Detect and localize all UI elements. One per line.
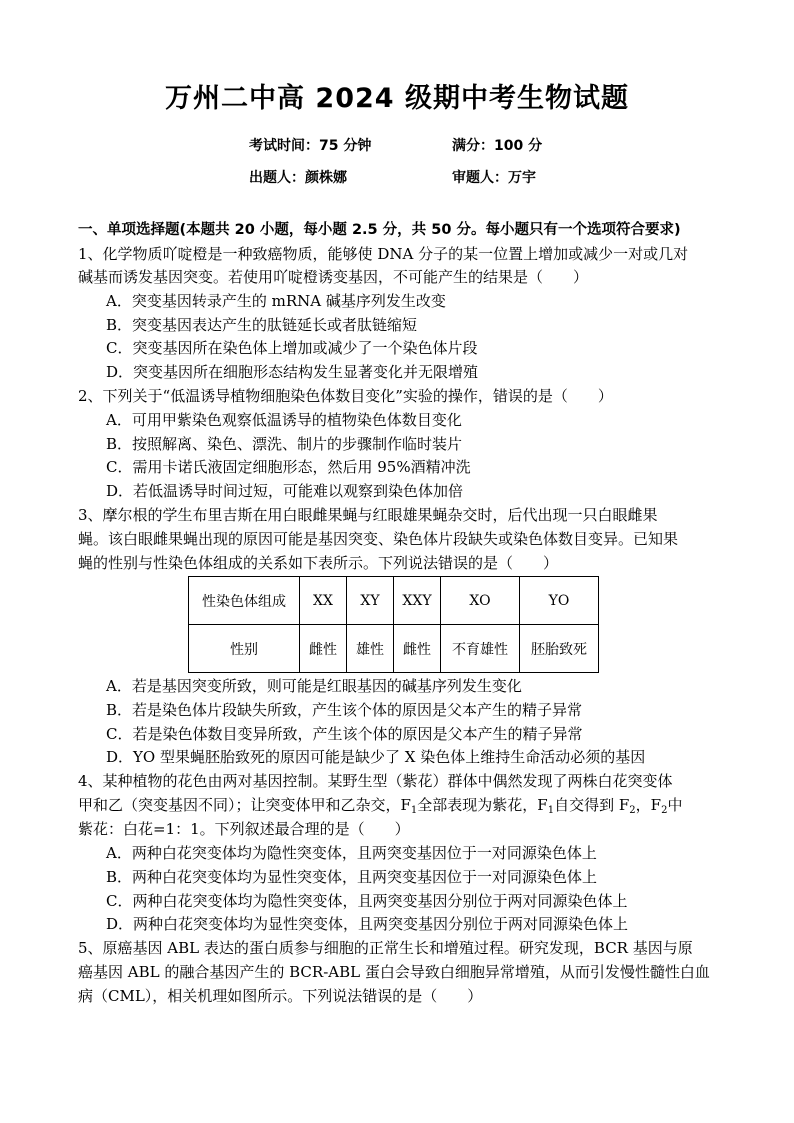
q4-text: 中 xyxy=(667,796,683,814)
q3-option-a: A．若是基因突变所致，则可能是红眼基因的碱基序列发生变化 xyxy=(106,677,522,695)
sex-chromosome-table xyxy=(188,576,599,673)
q4-subscript: 2 xyxy=(661,805,668,816)
question-reviewer: 审题人：万宇 xyxy=(452,170,536,186)
q3-stem-line-3: 蝇的性别与性染色体组成的关系如下表所示。下列说法错误的是（ ） xyxy=(78,554,559,572)
table-cell: 不育雄性 xyxy=(441,625,520,673)
table-row xyxy=(189,577,599,625)
q1-option-c: C．突变基因所在染色体上增加或减少了一个染色体片段 xyxy=(106,339,478,357)
q4-text: 自交得到 F xyxy=(554,796,630,814)
table-cell: 性别 xyxy=(189,625,300,673)
q4-stem-line-3: 紫花：白花=1：1。下列叙述最合理的是（ ） xyxy=(78,820,410,838)
table-cell: XXY xyxy=(394,577,441,625)
table-cell: 雌性 xyxy=(300,625,347,673)
q3-option-b: B．若是染色体片段缺失所致，产生该个体的原因是父本产生的精子异常 xyxy=(106,701,583,719)
q4-text: 甲和乙（突变基因不同）；让突变体甲和乙杂交，F xyxy=(78,796,411,814)
page-title: 万州二中高 2024 级期中考生物试题 xyxy=(165,83,629,114)
section-heading: 一、单项选择题(本题共 20 小题，每小题 2.5 分，共 50 分。每小题只有一个选项符合要求) xyxy=(78,222,681,238)
q4-option-a: A．两种白花突变体均为隐性突变体，且两突变基因位于一对同源染色体上 xyxy=(106,844,597,862)
q2-option-d: D．若低温诱导时间过短，可能难以观察到染色体加倍 xyxy=(106,482,464,500)
q3-stem-line-2: 蝇。该白眼雌果蝇出现的原因可能是基因突变、染色体片段缺失或染色体数目变异。已知果 xyxy=(78,530,679,548)
table-cell: 雄性 xyxy=(347,625,394,673)
table-cell: XX xyxy=(300,577,347,625)
q1-option-a: A．突变基因转录产生的 mRNA 碱基序列发生改变 xyxy=(106,292,446,310)
table-cell: XY xyxy=(347,577,394,625)
q4-text: 全部表现为紫花，F xyxy=(417,796,548,814)
table-cell: YO xyxy=(520,577,599,625)
q3-option-c: C．若是染色体数目变异所致，产生该个体的原因是父本产生的精子异常 xyxy=(106,725,583,743)
q2-stem-line-1: 2、下列关于“低温诱导植物细胞染色体数目变化”实验的操作，错误的是（ ） xyxy=(78,387,613,405)
q2-option-b: B．按照解离、染色、漂洗、制片的步骤制作临时装片 xyxy=(106,435,463,453)
q5-stem-line-1: 5、原癌基因 ABL 表达的蛋白质参与细胞的正常生长和增殖过程。研究发现，BCR 基因与原 xyxy=(78,939,693,957)
q4-subscript: 2 xyxy=(629,805,636,816)
q2-option-c: C．需用卡诺氏液固定细胞形态，然后用 95%酒精冲洗 xyxy=(106,458,471,476)
q3-stem-line-1: 3、摩尔根的学生布里吉斯在用白眼雌果蝇与红眼雄果蝇杂交时，后代出现一只白眼雌果 xyxy=(78,506,658,524)
q4-option-c: C．两种白花突变体均为隐性突变体，且两突变基因分别位于两对同源染色体上 xyxy=(106,892,628,910)
table-cell: 雌性 xyxy=(394,625,441,673)
table-cell: 性染色体组成 xyxy=(189,577,300,625)
q4-option-b: B．两种白花突变体均为显性突变体，且两突变基因位于一对同源染色体上 xyxy=(106,868,598,886)
q5-stem-line-2: 癌基因 ABL 的融合基因产生的 BCR-ABL 蛋白会导致白细胞异常增殖，从而引发慢性髓性白血 xyxy=(78,963,710,981)
q1-option-d: D．突变基因所在细胞形态结构发生显著变化并无限增殖 xyxy=(106,363,479,381)
table-row xyxy=(189,625,599,673)
q5-stem-line-3: 病（CML），相关机理如图所示。下列说法错误的是（ ） xyxy=(78,987,483,1005)
table-cell: 胚胎致死 xyxy=(520,625,599,673)
q4-option-d: D．两种白花突变体均为显性突变体，且两突变基因分别位于两对同源染色体上 xyxy=(106,915,629,933)
q1-stem-line-2: 碱基而诱发基因突变。若使用吖啶橙诱变基因，不可能产生的结果是（ ） xyxy=(78,268,589,286)
question-author: 出题人：颜株娜 xyxy=(249,170,347,186)
q4-stem-line-1: 4、某种植物的花色由两对基因控制。某野生型（紫花）群体中偶然发现了两株白花突变体 xyxy=(78,772,673,790)
exam-time: 考试时间：75 分钟 xyxy=(249,138,372,154)
q2-option-a: A．可用甲紫染色观察低温诱导的植物染色体数目变化 xyxy=(106,411,462,429)
q3-option-d: D．YO 型果蝇胚胎致死的原因可能是缺少了 X 染色体上维持生命活动必须的基因 xyxy=(106,748,646,766)
table-cell: XO xyxy=(441,577,520,625)
q4-stem-line-2 xyxy=(78,794,682,816)
q4-subscript: 1 xyxy=(547,805,555,816)
q4-subscript: 1 xyxy=(410,805,418,816)
full-score: 满分：100 分 xyxy=(452,138,543,154)
q1-stem-line-1: 1、化学物质吖啶橙是一种致癌物质，能够使 DNA 分子的某一位置上增加或减少一对或几对 xyxy=(78,245,689,263)
q1-option-b: B．突变基因表达产生的肽链延长或者肽链缩短 xyxy=(106,316,418,334)
q4-text: ，F xyxy=(635,796,662,814)
